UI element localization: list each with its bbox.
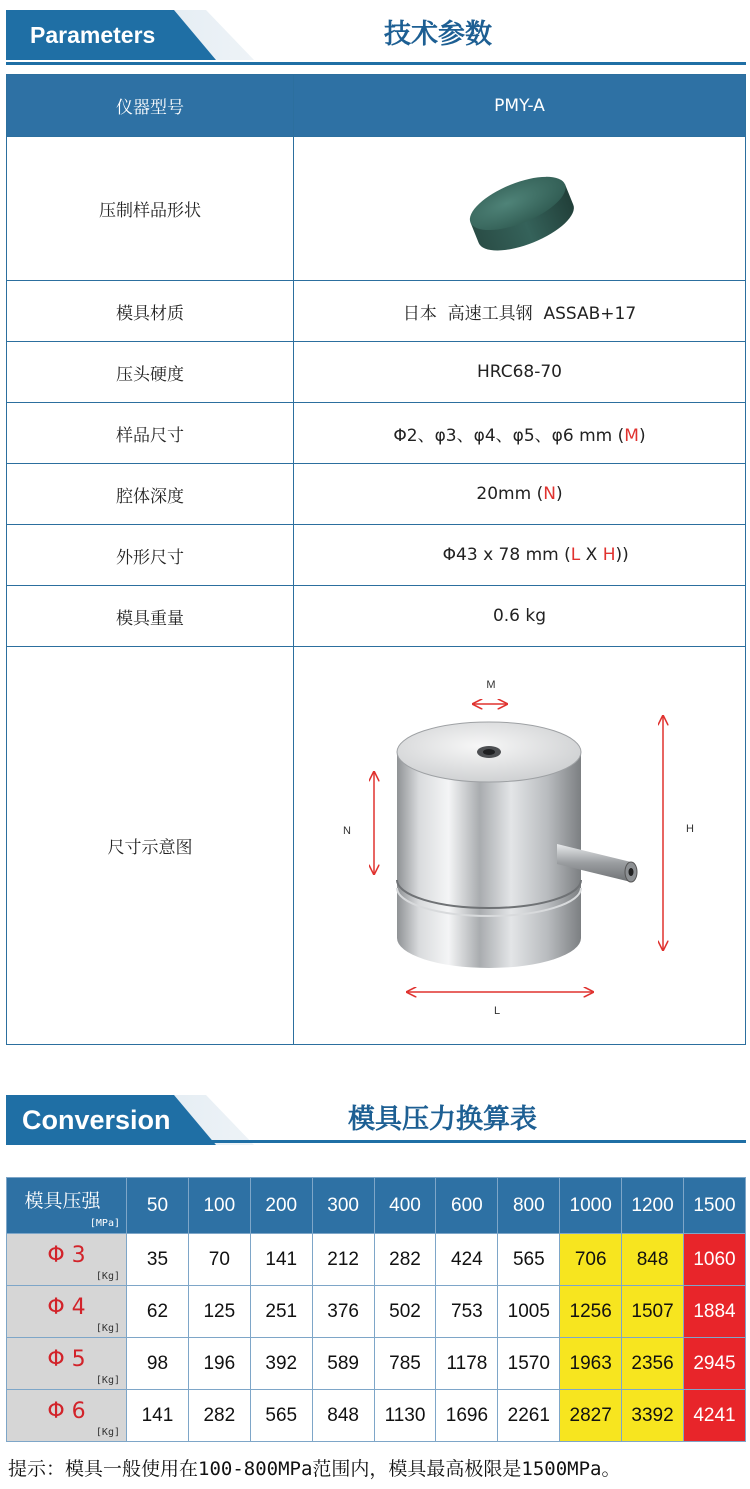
- force-cell-limit: 1884: [684, 1286, 746, 1338]
- table-row: [7, 525, 746, 586]
- size-label: Φ 6: [47, 1399, 86, 1424]
- diagram-label: 尺寸示意图: [7, 647, 294, 1045]
- force-cell: 35: [127, 1234, 189, 1286]
- pressure-header: 200: [250, 1178, 312, 1234]
- cavity-depth-value: [294, 464, 746, 525]
- outer-size-text: Φ43 x 78 mm (: [442, 545, 571, 565]
- header-rule: [6, 62, 746, 65]
- conversion-header-row: [7, 1178, 746, 1234]
- table-row: [7, 1338, 746, 1390]
- shape-label: 压制样品形状: [7, 137, 294, 281]
- row-unit: [Kg]: [95, 1271, 120, 1282]
- force-cell: 282: [374, 1234, 436, 1286]
- row-unit: [Kg]: [95, 1323, 120, 1334]
- parameters-header: [6, 10, 746, 68]
- table-header-row: [7, 75, 746, 137]
- size-label: Φ 5: [47, 1347, 86, 1372]
- force-cell-warning: 2356: [622, 1338, 684, 1390]
- table-row: [7, 1234, 746, 1286]
- force-cell: 848: [312, 1390, 374, 1442]
- size-label: Φ 4: [47, 1295, 86, 1320]
- sample-size-label: 样品尺寸: [7, 403, 294, 464]
- row-unit: [Kg]: [95, 1427, 120, 1438]
- header-rule: [6, 1140, 746, 1143]
- force-cell: 565: [250, 1390, 312, 1442]
- force-cell: 2261: [498, 1390, 560, 1442]
- hardness-label: 压头硬度: [7, 342, 294, 403]
- force-cell: 282: [188, 1390, 250, 1442]
- pressure-header: 1500: [684, 1178, 746, 1234]
- force-cell: 141: [127, 1390, 189, 1442]
- force-cell-warning: 848: [622, 1234, 684, 1286]
- force-cell: 125: [188, 1286, 250, 1338]
- size-row-head: [7, 1286, 127, 1338]
- conversion-tab-label: Conversion: [22, 1105, 171, 1135]
- force-cell: 70: [188, 1234, 250, 1286]
- sample-size-suffix: ): [638, 425, 646, 446]
- dimension-mark-h: H: [685, 822, 694, 835]
- force-cell-warning: 1256: [560, 1286, 622, 1338]
- size-label: Φ 3: [47, 1243, 86, 1268]
- force-cell: 141: [250, 1234, 312, 1286]
- outer-size-suffix: )): [615, 545, 629, 565]
- size-row-head: [7, 1338, 127, 1390]
- force-cell: 98: [127, 1338, 189, 1390]
- usage-note: 提示：模具一般使用在100-800MPa范围内，模具最高极限是1500MPa。: [8, 1458, 621, 1480]
- pressure-header: 1200: [622, 1178, 684, 1234]
- force-cell: 753: [436, 1286, 498, 1338]
- pressure-header: 100: [188, 1178, 250, 1234]
- conversion-header: [6, 1095, 746, 1153]
- table-row: [7, 281, 746, 342]
- force-cell-limit: 1060: [684, 1234, 746, 1286]
- force-cell: 62: [127, 1286, 189, 1338]
- force-cell-limit: 4241: [684, 1390, 746, 1442]
- force-cell: 251: [250, 1286, 312, 1338]
- cavity-depth-suffix: ): [555, 484, 563, 504]
- force-cell: 502: [374, 1286, 436, 1338]
- force-cell-warning: 2827: [560, 1390, 622, 1442]
- pressure-header: 300: [312, 1178, 374, 1234]
- table-row: [7, 137, 746, 281]
- parameters-table: [6, 74, 746, 1045]
- table-row: [7, 586, 746, 647]
- pressure-header: 800: [498, 1178, 560, 1234]
- weight-label: 模具重量: [7, 586, 294, 647]
- outer-size-label: 外形尺寸: [7, 525, 294, 586]
- table-row: [7, 464, 746, 525]
- force-cell: 1005: [498, 1286, 560, 1338]
- model-label: 仪器型号: [7, 75, 294, 137]
- pressure-corner-cell: [7, 1178, 127, 1234]
- conversion-table: [6, 1177, 746, 1442]
- force-cell-warning: 706: [560, 1234, 622, 1286]
- pressure-header: 1000: [560, 1178, 622, 1234]
- material-value: 日本 高速工具钢 ASSAB+17: [294, 281, 746, 342]
- force-cell: 1130: [374, 1390, 436, 1442]
- dimension-mark-m: M: [485, 678, 496, 691]
- pressure-unit: [MPa]: [89, 1218, 120, 1229]
- pressure-corner-label: 模具压强: [24, 1190, 101, 1212]
- size-row-head: [7, 1390, 127, 1442]
- cavity-depth-mark: N: [543, 484, 556, 504]
- force-cell: 376: [312, 1286, 374, 1338]
- force-cell: 196: [188, 1338, 250, 1390]
- pressure-header: 400: [374, 1178, 436, 1234]
- model-value: PMY-A: [294, 75, 746, 137]
- force-cell: 424: [436, 1234, 498, 1286]
- weight-value: 0.6 kg: [294, 586, 746, 647]
- force-cell-limit: 2945: [684, 1338, 746, 1390]
- pressure-header: 50: [127, 1178, 189, 1234]
- force-cell-warning: 1507: [622, 1286, 684, 1338]
- dimension-mark-n: N: [342, 824, 351, 837]
- table-row: [7, 1390, 746, 1442]
- parameters-tab-label: Parameters: [30, 22, 156, 48]
- conversion-title: 模具压力换算表: [348, 1104, 537, 1135]
- outer-size-value: [294, 525, 746, 586]
- sample-size-text: Φ2、φ3、φ4、φ5、φ6 mm (: [393, 425, 625, 446]
- force-cell: 785: [374, 1338, 436, 1390]
- shape-cell: [294, 137, 746, 281]
- dimension-mark-l: L: [493, 1004, 500, 1017]
- force-cell: 565: [498, 1234, 560, 1286]
- diagram-cell: [294, 647, 746, 1045]
- size-row-head: [7, 1234, 127, 1286]
- outer-size-mark-h: H: [602, 545, 616, 565]
- force-cell: 1178: [436, 1338, 498, 1390]
- table-row: [7, 342, 746, 403]
- outer-size-mid: X: [580, 545, 603, 565]
- table-row: [7, 647, 746, 1045]
- parameters-title: 技术参数: [384, 19, 492, 50]
- table-row: [7, 403, 746, 464]
- material-label: 模具材质: [7, 281, 294, 342]
- row-unit: [Kg]: [95, 1375, 120, 1386]
- force-cell: 1696: [436, 1390, 498, 1442]
- sample-size-mark: M: [624, 425, 639, 446]
- sample-puck-image: [455, 159, 585, 259]
- cavity-depth-label: 腔体深度: [7, 464, 294, 525]
- table-row: [7, 1286, 746, 1338]
- force-cell-warning: 3392: [622, 1390, 684, 1442]
- mold-dimension-diagram: [295, 648, 745, 1044]
- outer-size-mark-l: L: [570, 545, 581, 565]
- force-cell-warning: 1963: [560, 1338, 622, 1390]
- force-cell: 589: [312, 1338, 374, 1390]
- force-cell: 392: [250, 1338, 312, 1390]
- cavity-depth-text: 20mm (: [476, 484, 544, 504]
- pressure-header: 600: [436, 1178, 498, 1234]
- sample-size-value: [294, 403, 746, 464]
- force-cell: 212: [312, 1234, 374, 1286]
- hardness-value: HRC68-70: [294, 342, 746, 403]
- force-cell: 1570: [498, 1338, 560, 1390]
